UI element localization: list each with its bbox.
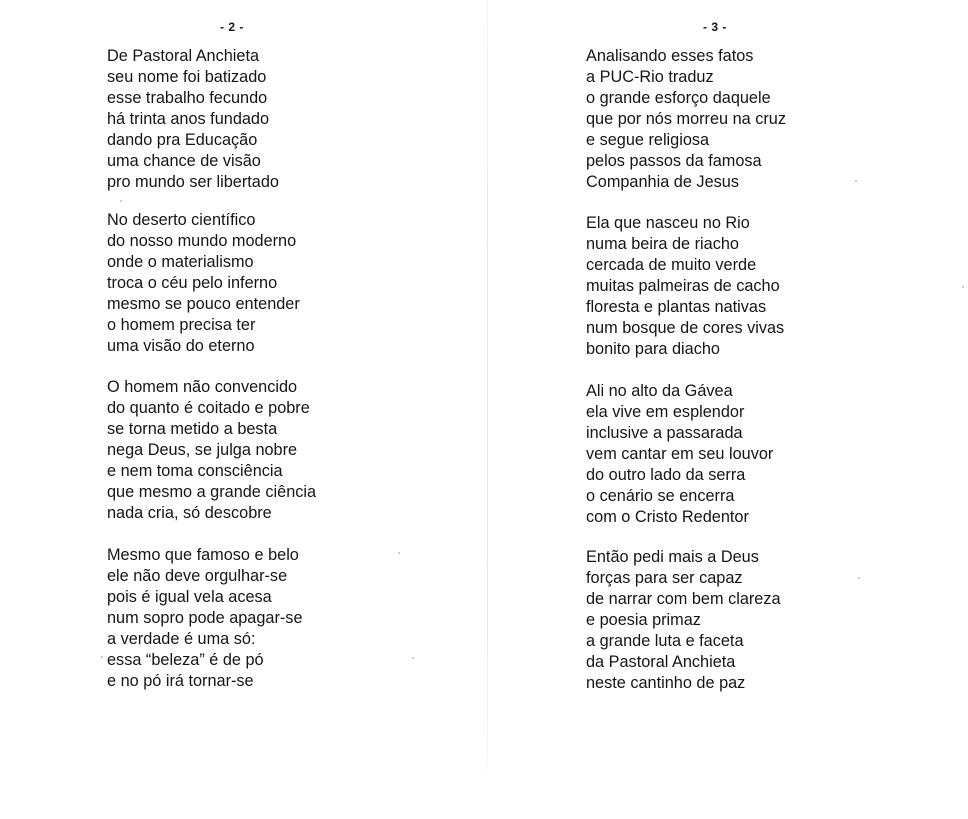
verse-line: o homem precisa ter [107,316,256,334]
verse-line: numa beira de riacho [586,235,739,253]
verse-line: do nosso mundo moderno [107,232,297,250]
stanza-5 [586,46,786,193]
verse-line: e nem toma consciência [107,462,283,480]
verse-line: Companhia de Jesus [586,173,739,191]
verse-line: da Pastoral Anchieta [586,653,736,671]
stanza-4 [107,545,303,692]
scan-speck [858,577,860,579]
stanza-8 [586,547,781,694]
verse-line: com o Cristo Redentor [586,508,749,526]
verse-line: bonito para diacho [586,340,720,358]
verse-line: e segue religiosa [586,131,710,149]
verse-line: inclusive a passarada [586,424,743,442]
verse-line: pelos passos da famosa [586,152,762,170]
verse-line: forças para ser capaz [586,569,743,587]
verse-line: a PUC-Rio traduz [586,68,714,86]
verse-line: essa “beleza” é de pó [107,651,264,669]
verse-line: do outro lado da serra [586,466,746,484]
scan-speck [412,657,414,659]
scan-speck [962,286,964,288]
verse-line: ele não deve orgulhar-se [107,567,288,585]
verse-line: e poesia primaz [586,611,701,629]
scan-speck [398,552,400,554]
verse-line: Ela que nasceu no Rio [586,214,750,232]
verse-line: num bosque de cores vivas [586,319,785,337]
verse-line: Ali no alto da Gávea [586,382,733,400]
verse-line: No deserto científico [107,211,256,229]
verse-line: de narrar com bem clareza [586,590,781,608]
verse-line: do quanto é coitado e pobre [107,399,310,417]
verse-line: cercada de muito verde [586,256,757,274]
stanza-2 [107,210,300,357]
stanza-6 [586,213,784,360]
verse-line: o grande esforço daquele [586,89,771,107]
verse-line: pois é igual vela acesa [107,588,272,606]
verse-line: se torna metido a besta [107,420,278,438]
verse-line: num sopro pode apagar-se [107,609,303,627]
scan-speck [855,180,857,182]
verse-line: neste cantinho de paz [586,674,746,692]
verse-line: pro mundo ser libertado [107,173,279,191]
verse-line: uma visão do eterno [107,337,255,355]
verse-line: floresta e plantas nativas [586,298,767,316]
scan-speck [101,656,103,658]
verse-line: uma chance de visão [107,152,261,170]
verse-line: Mesmo que famoso e belo [107,546,299,564]
stanza-3 [107,377,316,524]
verse-line: O homem não convencido [107,378,298,396]
verse-line: mesmo se pouco entender [107,295,300,313]
verse-line: vem cantar em seu louvor [586,445,774,463]
right-page [488,0,968,819]
verse-line: a grande luta e faceta [586,632,744,650]
verse-line: onde o materialismo [107,253,254,271]
verse-line: há trinta anos fundado [107,110,270,128]
verse-line: nega Deus, se julga nobre [107,441,298,459]
verse-line: o cenário se encerra [586,487,735,505]
verse-line: seu nome foi batizado [107,68,267,86]
verse-line: que mesmo a grande ciência [107,483,317,501]
page-number: - 3 - [703,20,727,34]
stanza-7 [586,381,773,528]
verse-line: muitas palmeiras de cacho [586,277,780,295]
verse-line: De Pastoral Anchieta [107,47,260,65]
verse-line: a verdade é uma só: [107,630,256,648]
verse-line: dando pra Educação [107,131,258,149]
verse-line: esse trabalho fecundo [107,89,268,107]
page-number: - 2 - [220,20,244,34]
verse-line: Então pedi mais a Deus [586,548,759,566]
verse-line: que por nós morreu na cruz [586,110,787,128]
verse-line: ela vive em esplendor [586,403,745,421]
verse-line: nada cria, só descobre [107,504,272,522]
verse-line: Analisando esses fatos [586,47,754,65]
stanza-1 [107,46,279,193]
verse-line: troca o céu pelo inferno [107,274,278,292]
verse-line: e no pó irá tornar-se [107,672,254,690]
scan-speck [120,200,122,202]
